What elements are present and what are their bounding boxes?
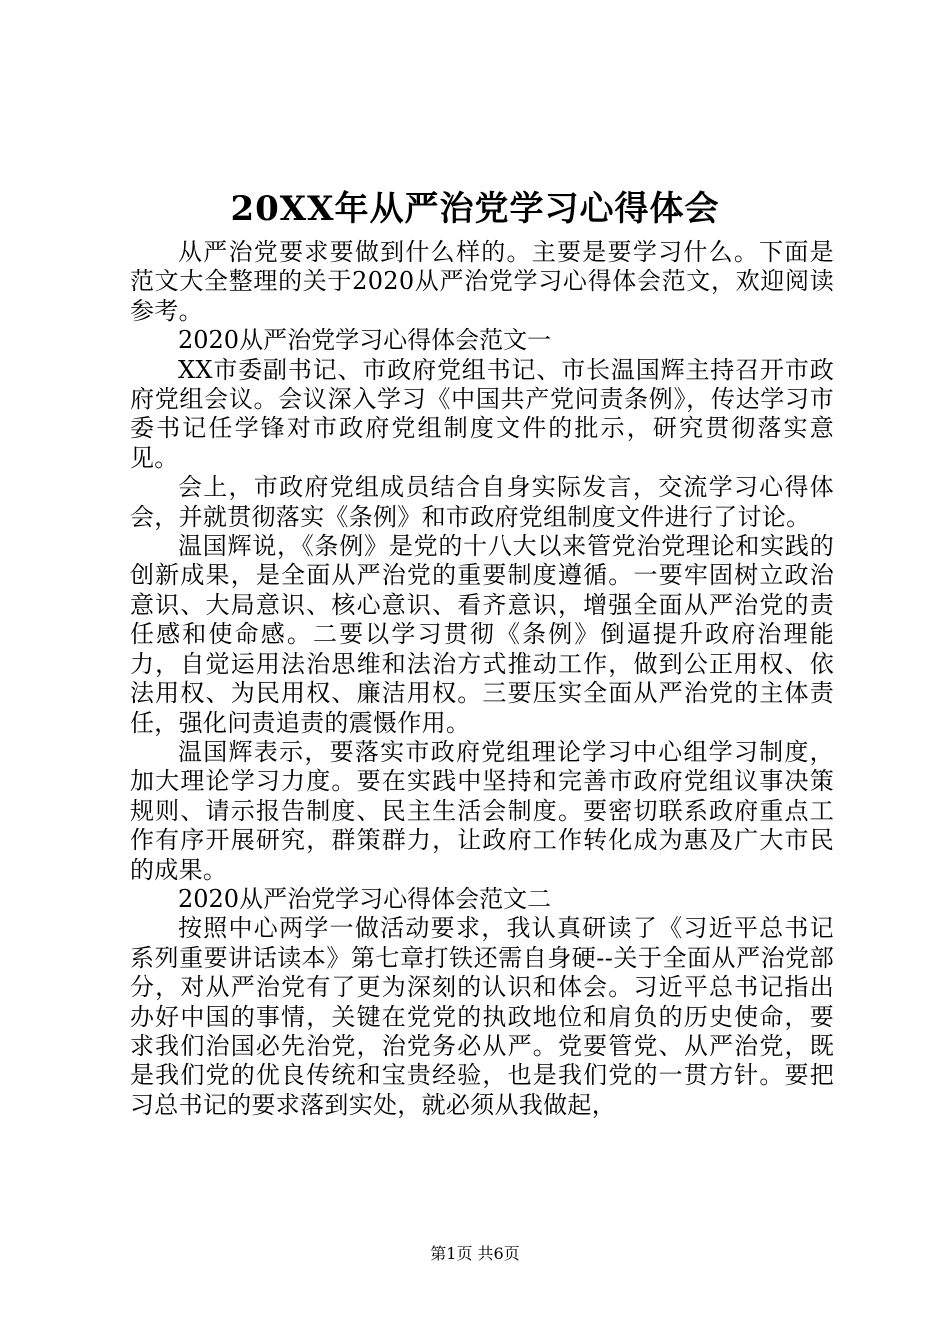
- section-heading-1: 2020从严治党学习心得体会范文一: [178, 326, 552, 355]
- document-body: [130, 238, 834, 1120]
- body-paragraph: 按照中心两学一做活动要求，我认真研读了《习近平总书记系列重要讲话读本》第七章打铁还需自身硬--关于全面从严治党部分，对从严治党有了更为深刻的认识和体会。习近平总书记指出办好中国的事情，关键在党党的执政地位和肩负的历史使命，要求我们治国必先治党，治党务必从严。党要管党、从严治党，既是我们党的优良传统和宝贵经验，也是我们党的一贯方针。要把习总书记的要求落到实处，就必须从我做起，: [130, 914, 834, 1119]
- intro-paragraph: 从严治党要求要做到什么样的。主要是要学习什么。下面是范文大全整理的关于2020从严治党学习心得体会范文，欢迎阅读参考。: [130, 238, 834, 325]
- body-paragraph: 温国辉说，《条例》是党的十八大以来管党治党理论和实践的创新成果，是全面从严治党的重要制度遵循。一要牢固树立政治意识、大局意识、核心意识、看齐意识，增强全面从严治党的责任感和使命感。二要以学习贯彻《条例》倒逼提升政府治理能力，自觉运用法治思维和法治方式推动工作，做到公正用权、依法用权、为民用权、廉洁用权。三要压实全面从严治党的主体责任，强化问责追责的震慑作用。: [130, 532, 834, 737]
- section-heading-2: 2020从严治党学习心得体会范文二: [178, 884, 552, 913]
- page-footer: 第1页 共6页: [430, 1244, 520, 1263]
- document-title: 20XX年从严治党学习心得体会: [230, 189, 720, 229]
- body-paragraph: XX市委副书记、市政府党组书记、市长温国辉主持召开市政府党组会议。会议深入学习《中国共产党问责条例》，传达学习市委书记任学锋对市政府党组制度文件的批示，研究贯彻落实意见。: [130, 355, 834, 472]
- body-paragraph: 温国辉表示，要落实市政府党组理论学习中心组学习制度，加大理论学习力度。要在实践中坚持和完善市政府党组议事决策规则、请示报告制度、民主生活会制度。要密切联系政府重点工作有序开展研究，群策群力，让政府工作转化成为惠及广大市民的成果。: [130, 737, 834, 884]
- body-paragraph: 会上，市政府党组成员结合自身实际发言，交流学习心得体会，并就贯彻落实《条例》和市政府党组制度文件进行了讨论。: [130, 473, 834, 531]
